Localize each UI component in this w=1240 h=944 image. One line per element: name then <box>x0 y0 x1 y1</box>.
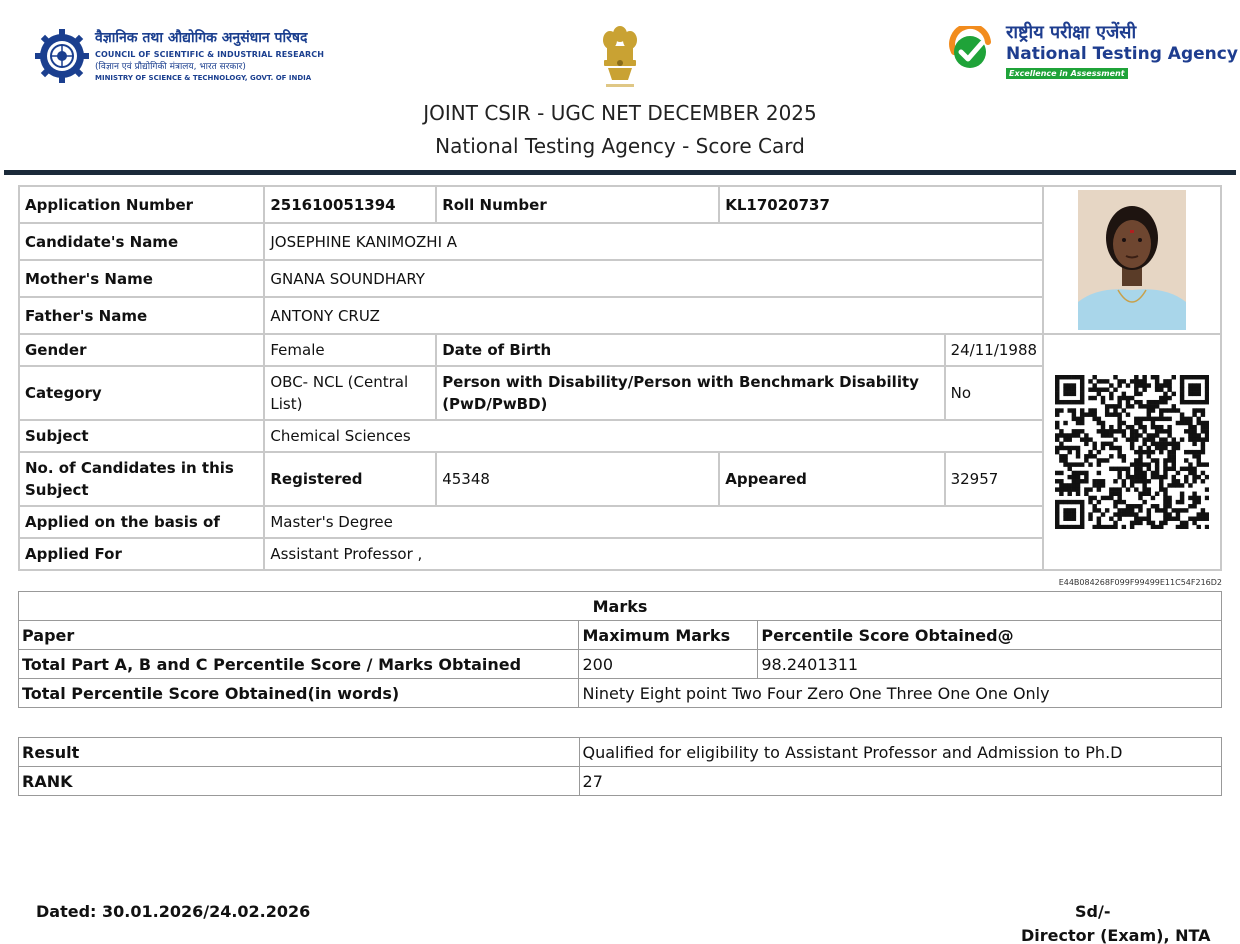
gender-value: Female <box>264 334 436 366</box>
marks-caption: Marks <box>19 592 1222 621</box>
rank-value: 27 <box>579 767 1221 796</box>
candidate-name-label: Candidate's Name <box>19 223 264 260</box>
registered-value: 45348 <box>436 452 719 506</box>
category-label: Category <box>19 366 264 420</box>
score-words-value: Ninety Eight point Two Four Zero One Three One One Only <box>579 679 1222 708</box>
nta-hindi-name: राष्ट्रीय परीक्षा एजेंसी <box>1006 22 1137 43</box>
result-value: Qualified for eligibility to Assistant Professor and Admission to Ph.D <box>579 738 1221 767</box>
applied-for-label: Applied For <box>19 538 264 570</box>
nta-tagline: Excellence in Assessment <box>1006 68 1128 79</box>
roll-number-label: Roll Number <box>436 186 719 223</box>
percentile-header: Percentile Score Obtained@ <box>758 621 1222 650</box>
result-label: Result <box>19 738 580 767</box>
max-marks-header: Maximum Marks <box>579 621 758 650</box>
candidate-info-table <box>18 185 1222 571</box>
pwd-label: Person with Disability/Person with Benchmark Disability (PwD/PwBD) <box>436 366 944 420</box>
page-subtitle: National Testing Agency - Score Card <box>435 134 805 158</box>
page-title: JOINT CSIR - UGC NET DECEMBER 2025 <box>423 101 817 125</box>
csir-logo-icon <box>34 28 90 84</box>
table-row <box>19 334 1221 366</box>
signatory-title: Director (Exam), NTA <box>1021 926 1211 944</box>
csir-name-block <box>95 30 324 83</box>
csir-english-name: COUNCIL OF SCIENTIFIC & INDUSTRIAL RESEARCH <box>95 50 325 59</box>
total-max-marks: 200 <box>579 650 758 679</box>
csir-english-ministry: MINISTRY OF SCIENCE & TECHNOLOGY, GOVT. OF INDIA <box>95 74 312 82</box>
table-row <box>19 767 1222 796</box>
subject-value: Chemical Sciences <box>264 420 1043 452</box>
table-row <box>19 452 1221 506</box>
mother-name-value: GNANA SOUNDHARY <box>264 260 1043 297</box>
table-row <box>19 366 1221 420</box>
header-divider <box>4 170 1236 175</box>
csir-hindi-name: वैज्ञानिक तथा औद्योगिक अनुसंधान परिषद <box>95 30 308 46</box>
photo-cell <box>1043 186 1221 334</box>
table-row <box>19 420 1221 452</box>
table-row <box>19 650 1222 679</box>
father-name-value: ANTONY CRUZ <box>264 297 1043 334</box>
qr-code <box>1055 375 1209 529</box>
dob-label: Date of Birth <box>436 334 944 366</box>
pwd-value: No <box>945 366 1043 420</box>
nta-english-name: National Testing Agency <box>1006 44 1238 64</box>
signature-mark: Sd/- <box>1075 902 1111 921</box>
candidate-photo <box>1078 190 1186 330</box>
application-number-value: 251610051394 <box>264 186 436 223</box>
table-row <box>19 506 1221 538</box>
result-table <box>18 737 1222 796</box>
total-percentile: 98.2401311 <box>758 650 1222 679</box>
table-row <box>19 738 1222 767</box>
qr-cell <box>1043 334 1221 570</box>
basis-value: Master's Degree <box>264 506 1043 538</box>
gender-label: Gender <box>19 334 264 366</box>
father-name-label: Father's Name <box>19 297 264 334</box>
hash-code: E44B084268F099F99499E11C54F216D2 <box>1058 578 1222 587</box>
dob-value: 24/11/1988 <box>945 334 1043 366</box>
num-candidates-label: No. of Candidates in this Subject <box>19 452 264 506</box>
csir-hindi-ministry: (विज्ञान एवं प्रौद्योगिकी मंत्रालय, भारत सरकार) <box>95 62 246 72</box>
basis-label: Applied on the basis of <box>19 506 264 538</box>
applied-for-value: Assistant Professor , <box>264 538 1043 570</box>
nta-logo-icon <box>948 26 994 72</box>
table-row <box>19 223 1221 260</box>
table-row <box>19 260 1221 297</box>
appeared-value: 32957 <box>945 452 1043 506</box>
mother-name-label: Mother's Name <box>19 260 264 297</box>
application-number-label: Application Number <box>19 186 264 223</box>
rank-label: RANK <box>19 767 580 796</box>
score-words-label: Total Percentile Score Obtained(in words) <box>19 679 579 708</box>
subject-label: Subject <box>19 420 264 452</box>
candidate-name-value: JOSEPHINE KANIMOZHI A <box>264 223 1043 260</box>
paper-header: Paper <box>19 621 579 650</box>
table-row <box>19 592 1222 621</box>
table-row <box>19 621 1222 650</box>
registered-label: Registered <box>264 452 436 506</box>
roll-number-value: KL17020737 <box>719 186 1043 223</box>
marks-table <box>18 591 1222 708</box>
national-emblem-icon <box>598 24 642 92</box>
table-row <box>19 186 1221 223</box>
table-row <box>19 538 1221 570</box>
total-score-label: Total Part A, B and C Percentile Score / Marks Obtained <box>19 650 579 679</box>
category-value: OBC- NCL (Central List) <box>264 366 436 420</box>
appeared-label: Appeared <box>719 452 944 506</box>
table-row <box>19 297 1221 334</box>
table-row <box>19 679 1222 708</box>
dated-text: Dated: 30.01.2026/24.02.2026 <box>36 902 311 921</box>
